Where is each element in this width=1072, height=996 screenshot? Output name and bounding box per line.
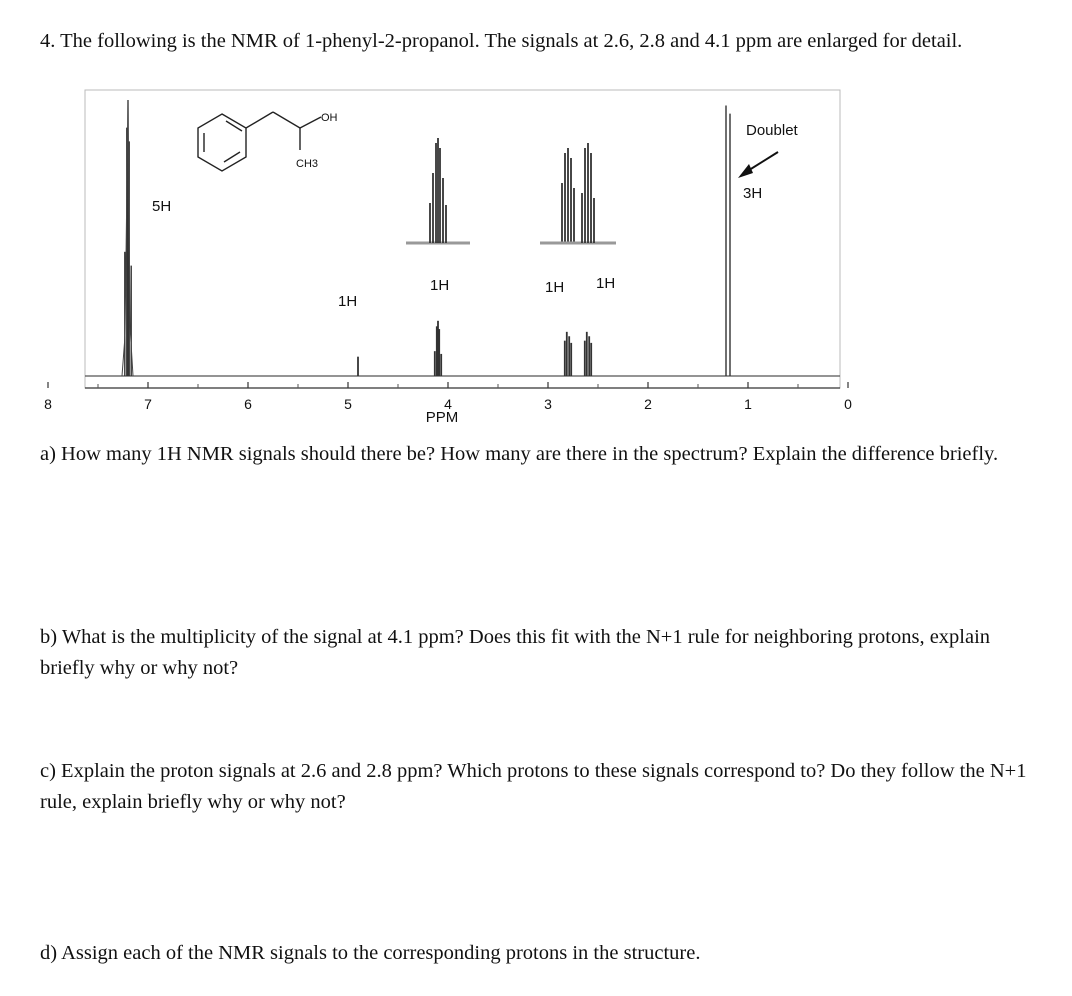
x-tick-label-5: 5 — [344, 396, 352, 412]
peak-label-7.2: 5H — [152, 198, 172, 215]
inset-peak-4.1 — [406, 138, 470, 243]
peak-2.8 — [565, 332, 571, 376]
peak-1.2 — [726, 106, 730, 376]
x-tick-label-2: 2 — [644, 396, 652, 412]
doublet-annotation: Doublet — [746, 122, 798, 139]
question-d: d) Assign each of the NMR signals to the corresponding protons in the structure. — [40, 942, 701, 964]
question-b: b) What is the multiplicity of the signal at 4.1 ppm? Does this fit with the N+1 rule for neighboring protons, explain briefly why or why not? — [40, 626, 991, 679]
question-c: c) Explain the proton signals at 2.6 and 2.8 ppm? Which protons to these signals correspond to? Do they follow the N+1 rule, explain briefly why or why not? — [40, 760, 1027, 813]
peak-label-2.6: 1H — [596, 275, 616, 292]
peak-label-2.8: 1H — [545, 279, 565, 296]
doublet-arrow-icon — [738, 152, 778, 178]
x-tick-label-6: 6 — [244, 396, 252, 412]
x-tick-label-4: 4 — [444, 396, 452, 412]
peak-label-4.9: 1H — [338, 293, 358, 310]
question-a: a) How many 1H NMR signals should there be? How many are there in the spectrum? Explain the difference briefly. — [40, 443, 999, 465]
peak-2.6 — [585, 332, 591, 376]
peak-4.1 — [435, 321, 441, 376]
nmr-spectrum-chart — [0, 0, 1072, 430]
peak-label-4.1: 1H — [430, 277, 450, 294]
x-tick-label-7: 7 — [144, 396, 152, 412]
question-title: 4. The following is the NMR of 1-phenyl-2-propanol. The signals at 2.6, 2.8 and 4.1 ppm are enlarged for detail. — [40, 30, 963, 52]
x-tick-label-3: 3 — [544, 396, 552, 412]
oh-label: OH — [321, 112, 338, 124]
x-tick-label-1: 1 — [744, 396, 752, 412]
x-tick-label-8: 8 — [44, 396, 52, 412]
x-axis-title: PPM — [425, 409, 459, 426]
peak-7.2 — [122, 100, 133, 376]
x-tick-label-0: 0 — [844, 396, 852, 412]
ch3-label: CH3 — [296, 158, 319, 170]
peak-label-1.2: 3H — [743, 185, 763, 202]
